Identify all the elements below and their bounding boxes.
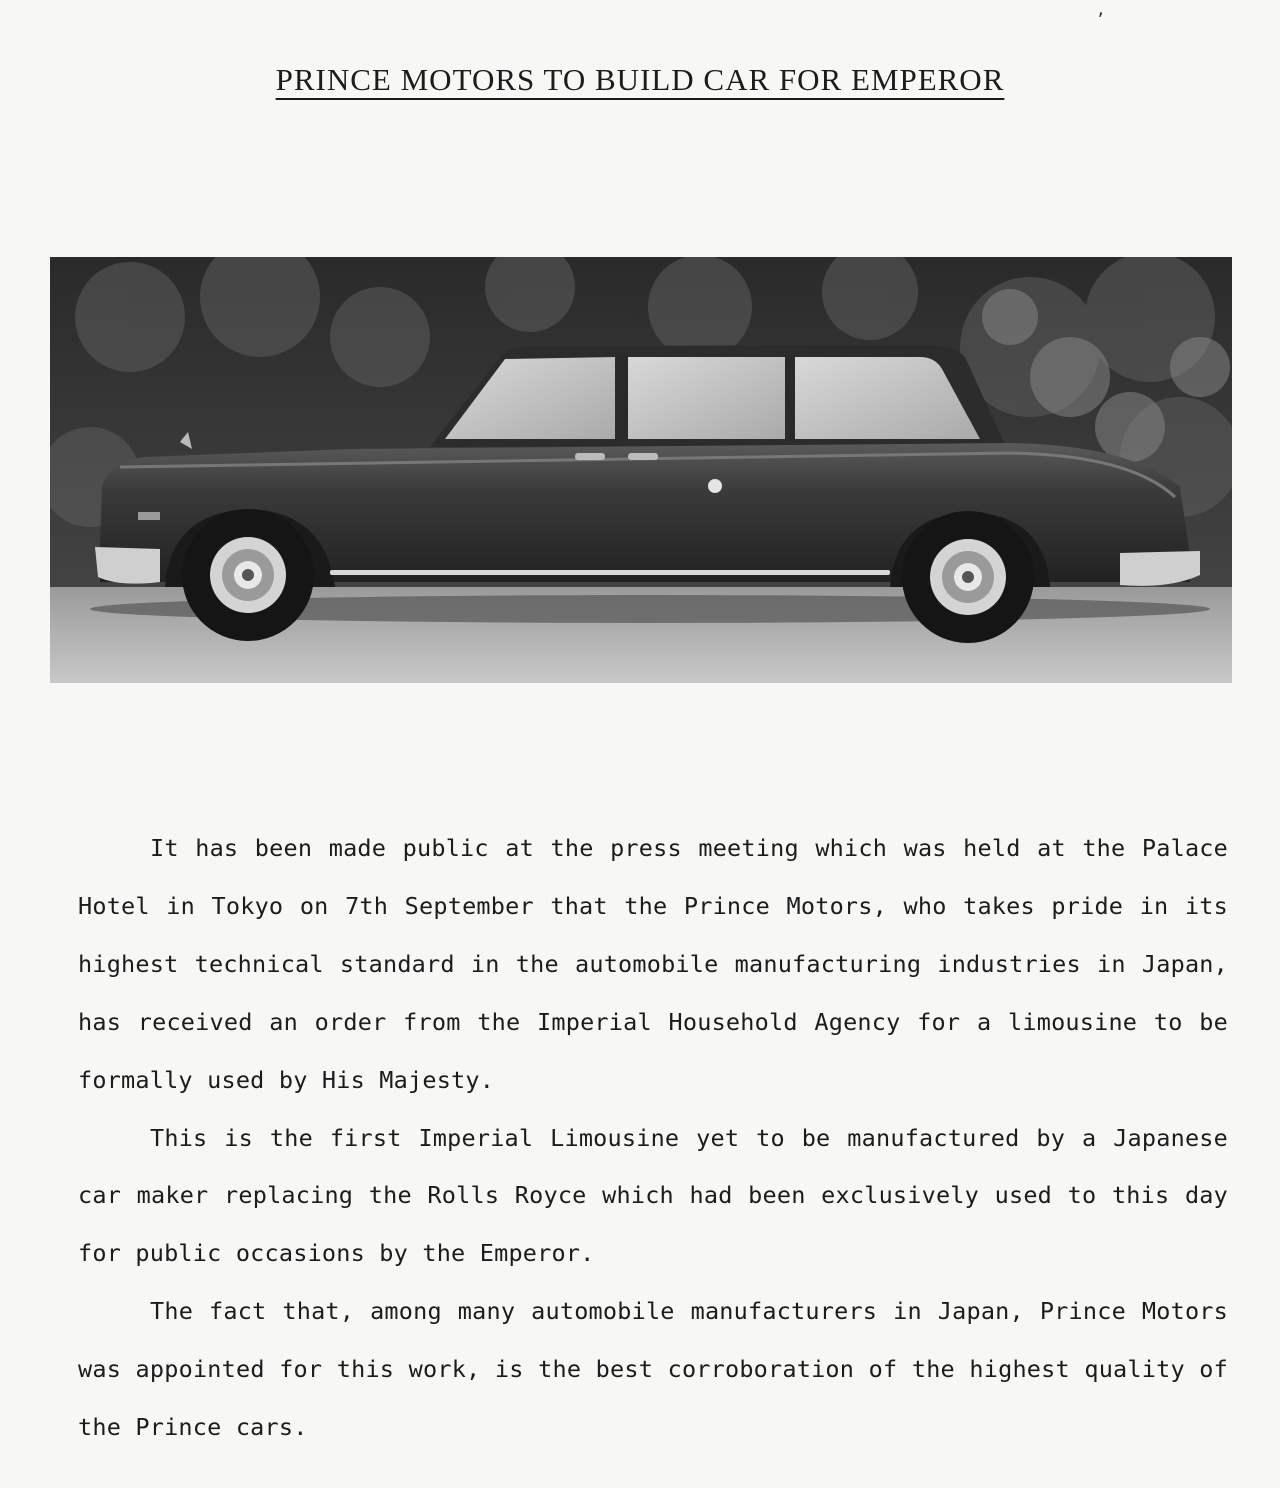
door-emblem <box>708 479 722 493</box>
page-mark: , <box>1096 0 1106 19</box>
article-body <box>78 820 1228 1457</box>
side-trim <box>330 570 890 575</box>
headline <box>0 62 1280 98</box>
paragraph-1: It has been made public at the press meeting which was held at the Palace Hotel in Tokyo on 7th September that the Prince Motors, who takes pride in its highest technical standard in the automobile manufacturing industries in Japan, has received an order from the Imperial Household Agency for a limousine to be formally used by His Majesty. <box>78 834 1228 1094</box>
front-wheel <box>902 511 1034 643</box>
headline-text: PRINCE MOTORS TO BUILD CAR FOR EMPEROR <box>275 62 1005 97</box>
car-photo <box>50 257 1232 683</box>
rear-bumper <box>95 547 160 584</box>
limousine-illustration <box>50 257 1232 683</box>
paragraph-3: The fact that, among many automobile manufacturers in Japan, Prince Motors was appointed for this work, is the best corroboration of the highest quality of the Prince cars. <box>78 1297 1228 1442</box>
rear-wheel <box>182 509 314 641</box>
paragraph-2: This is the first Imperial Limousine yet to be manufactured by a Japanese car maker replacing the Rolls Royce which had been exclusively used to this day for public occasions by the Emperor. <box>78 1123 1228 1268</box>
middle-window <box>628 357 785 439</box>
